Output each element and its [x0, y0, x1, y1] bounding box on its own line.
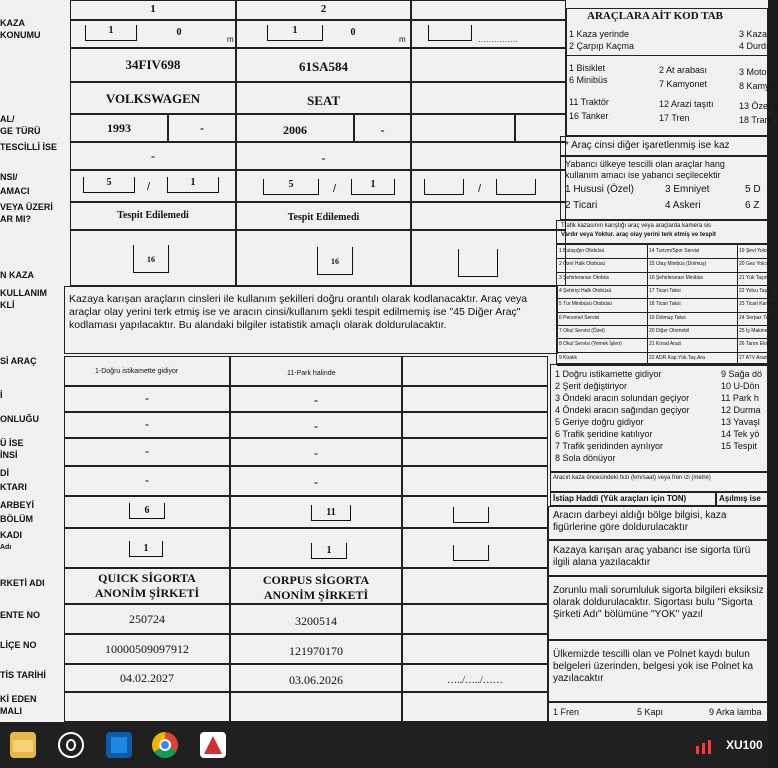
usage-code-item: 22 Yolcu Taşım [739, 288, 773, 294]
col2-number: 2 [320, 3, 327, 15]
usage-code-item: 19 Dolmuş Taksi [649, 314, 686, 321]
codes-camera-note [556, 220, 768, 244]
dash-2-1: - [314, 393, 318, 407]
plate-cell-1 [70, 48, 236, 82]
impact-code-1: 6 [144, 505, 150, 516]
label-insi: İNSİ [0, 450, 18, 460]
insurer-cell-3 [402, 568, 548, 604]
purpose-cell-3 [411, 170, 566, 202]
registered-cell-2 [236, 142, 411, 170]
label-i: İ [0, 390, 3, 400]
agency-cell-1 [64, 604, 230, 634]
usage-codes-grid [556, 244, 778, 364]
dash-cell-3-3 [402, 438, 548, 466]
count-2: 1 [326, 545, 332, 556]
agency-no-1: 250724 [129, 612, 165, 626]
dash-2-2: - [314, 419, 318, 433]
label-kadi: KADI [0, 530, 22, 540]
purpose-code-1: 1 Hususi (Özel) [565, 184, 634, 195]
year-dash-2: - [380, 123, 385, 137]
dash-cell-3-4 [402, 466, 548, 496]
label-veya-uzeri: VEYA ÜZERİ [0, 202, 53, 212]
file-explorer-icon[interactable] [10, 732, 36, 758]
policy-cell-2 [230, 634, 402, 664]
policy-date-3: …../…../…… [447, 675, 503, 686]
insurer-cell-2 [230, 568, 402, 604]
usage-code-item: 9 Kiralık [559, 354, 578, 361]
agency-cell-3 [402, 604, 548, 634]
mv-6: 6 Trafik şeridine katılıyor [555, 429, 653, 439]
dash-cell-1-3 [64, 438, 230, 466]
usage-code-item: 3 Şehirlerarası Otobüs [559, 274, 610, 281]
tray-ticker-text[interactable]: XU100 [726, 738, 763, 752]
usage-code-item: 1 Bulaşığın Otobüsü [559, 248, 605, 254]
codes-header-panel [566, 8, 778, 136]
dash-cell-2-2 [230, 412, 402, 438]
brand-1: VOLKSWAGEN [105, 91, 201, 106]
label-kaza: KAZA [0, 18, 25, 28]
position-unit-1: m [227, 35, 234, 44]
label-ki-eden: Kİ EDEN [0, 694, 37, 704]
codes-note3a: Trafik kazasının karıştığı araç veya araçlarda kamera sis [561, 223, 712, 229]
policy-no-1: 10000509097912 [105, 642, 189, 656]
usage-cell-1 [70, 230, 236, 286]
loc-code-3: 3 Kaza [739, 29, 768, 39]
policy-date-1: 04.02.2027 [120, 671, 174, 685]
mv-1: 1 Doğru istikamette gidiyor [555, 369, 662, 379]
vt-8: 12 Arazi taşıtı [659, 99, 714, 109]
vt-10: 16 Tanker [569, 111, 609, 121]
year-cell-2 [236, 114, 354, 142]
year-dash-cell-3 [515, 114, 566, 142]
label-ktari: KTARI [0, 482, 27, 492]
label-tescilli: TESCİLLİ İSE [0, 142, 58, 152]
position-dots-3: …………… [478, 35, 518, 44]
purpose-1a: 5 [106, 177, 112, 188]
label-mali: MALI [0, 706, 22, 716]
purpose-code-6: 6 Z [745, 200, 760, 211]
usage-cell-2 [236, 230, 411, 286]
label-konumu: KONUMU [0, 30, 41, 40]
impact-box-3 [453, 507, 489, 523]
codes-purpose-panel [560, 156, 768, 220]
usage-code-item: 15 Ulaş Minibüs (Dolmuş) [649, 261, 707, 268]
position-cell-3 [411, 20, 566, 48]
label-adi: Adı [0, 544, 12, 551]
bottom-codes [548, 702, 768, 722]
agency-no-2: 3200514 [295, 614, 337, 628]
col2-header [236, 0, 411, 20]
label-amaci: AMACI [0, 186, 30, 196]
movement-cell-3 [402, 356, 548, 386]
foreign-note [548, 540, 768, 576]
brand-cell-1 [70, 82, 236, 114]
usage-code-item: 18 Ticari Taksi [649, 301, 681, 308]
load-1: Tespit Edilemedi [117, 210, 189, 221]
registered-2: - [321, 151, 326, 165]
label-si-arac: Sİ ARAÇ [0, 356, 37, 366]
impact-note-text: Aracın darbeyi aldığı bölge bilgisi, kaza figürlerine göre doldurulacaktır [553, 510, 727, 533]
policy-cell-1 [64, 634, 230, 664]
registered-cell-3 [411, 142, 566, 170]
purpose-slash-3: / [478, 183, 482, 195]
usage-code-item: 20 Gez Yolcu [739, 261, 769, 268]
speed-note-text: Aracın kaza öncesindeki hızı (km/saat) veya fren izi (metre) [553, 475, 711, 481]
usage-code-item: 22 ADR Kap.Yük.Taş.Ara [649, 354, 705, 361]
insurance-note [548, 576, 768, 640]
bottom-code-1: 1 Fren [553, 707, 580, 717]
polnet-note [548, 640, 768, 702]
chart-tray-icon[interactable] [694, 738, 716, 754]
vt-2: 2 At arabası [659, 65, 708, 75]
dash-cell-3-1 [402, 386, 548, 412]
label-kli: KLİ [0, 300, 15, 310]
purpose-code-5: 5 D [745, 184, 761, 195]
dash-cell-3-2 [402, 412, 548, 438]
usage-code-item: 5 Tur Minibüsü Otobüsü [559, 301, 613, 308]
policy-date-cell-3 [402, 664, 548, 692]
bottom-cell-2 [230, 692, 402, 722]
year-2: 2006 [283, 123, 307, 137]
load-2: Tespit Edilemedi [287, 212, 360, 223]
chrome-icon[interactable] [152, 732, 178, 758]
mv-14: 14 Tek yö [721, 429, 760, 439]
label-ge-turu: GE TÜRÜ [0, 126, 41, 136]
brand-cell-3 [411, 82, 566, 114]
registered-1: - [151, 149, 155, 163]
plate-1: 34FIV698 [125, 57, 181, 72]
label-ente-no: ENTE NO [0, 610, 41, 620]
mv-12: 12 Durma [721, 405, 761, 415]
store-icon[interactable] [106, 732, 132, 758]
loc-code-4: 4 Durdı [739, 41, 769, 51]
mv-4: 4 Öndeki aracın sağından geçiyor [555, 405, 690, 415]
usage-code-item: 20 Diğer Otomobil [649, 328, 690, 334]
label-arbeyi: ARBEYİ [0, 500, 35, 510]
label-tis-tarihi: TİS TARİHİ [0, 670, 46, 680]
vehicle-note-text: Kazaya karışan araçların cinsleri ile kullanım şekilleri doğru orantılı olarak kodlanacaktır. Araç veya araçlar olay yerini terk etmiş ise ve aracın cinsi/kullanım şekli tespit edilmemiş ise "45 Diğer Araç" kodlaması yapılacaktır. Bu alandaki bilgiler istatistik amaçlı olarak doldurulacaktır. [69, 293, 528, 331]
plate-cell-2 [236, 48, 411, 82]
usage-code-item: 21 Kırsal Arazi [649, 341, 682, 348]
dash-cell-2-3 [230, 438, 402, 466]
label-onlugu: ONLUĞU [0, 414, 39, 424]
plate-cell-3 [411, 48, 566, 82]
policy-date-cell-1 [64, 664, 230, 692]
insurer-1-line1: QUICK SİGORTA [98, 571, 196, 585]
purpose-cell-2 [236, 170, 411, 202]
label-bolum: BÖLÜM [0, 514, 33, 524]
insurance-note-text: Zorunlu mali sorumluluk sigorta bilgileri eksiksiz olarak doldurulacaktır. Sigortası bulu "Sigorta Şirketi Adı" bölümüne "YOK" yazıl [553, 585, 764, 620]
label-u-ise: Ü İSE [0, 438, 24, 448]
movement-codes-panel [550, 364, 768, 472]
dash-2-4: - [314, 475, 318, 489]
purpose-code-3: 3 Emniyet [665, 184, 710, 195]
purpose-box-3b [496, 179, 536, 195]
purpose-1b: 1 [190, 177, 196, 188]
mv-13: 13 Yavaşl [721, 417, 760, 427]
purpose-slash-2: / [333, 183, 337, 195]
usage-code-item: 27 ATV Arazi [739, 354, 768, 361]
vt-5: 7 Kamyonet [659, 79, 708, 89]
position-value-2b: 0 [350, 27, 356, 38]
usage-code-item: 7 Okul Servisi (Özel) [559, 328, 605, 334]
vt-4: 6 Minibüs [569, 75, 608, 85]
plate-2: 61SA584 [298, 59, 349, 74]
usage-cell-3 [411, 230, 566, 286]
position-value-2a: 1 [292, 25, 298, 36]
bottom-code-3: 9 Arka lamba [709, 707, 762, 717]
load-cell-2 [236, 202, 411, 230]
load-cell-3 [411, 202, 566, 230]
purpose-code-4: 4 Askeri [665, 200, 701, 211]
dash-1-2: - [145, 417, 149, 431]
usage-code-item: 19 Şevi Yolcu [739, 248, 770, 254]
position-box-3 [428, 25, 472, 41]
brand-cell-2 [236, 82, 411, 114]
codes-note2a: Yabancı ülkeye tescilli olan araçlar hang [565, 159, 725, 169]
purpose-2a: 5 [288, 179, 294, 190]
year-dash-cell-1 [168, 114, 236, 142]
agency-cell-2 [230, 604, 402, 634]
impact-cell-1 [64, 496, 230, 528]
usage-code-item: 17 Ticari Taksi [649, 288, 681, 294]
dash-cell-2-4 [230, 466, 402, 496]
vt-9: 13 Özel a [739, 101, 778, 111]
mv-15: 15 Tespit [721, 441, 757, 451]
position-cell-2 [236, 20, 411, 48]
usage-code-item: 4 Şehiriçi Halk Otobüsü [559, 288, 612, 294]
usage-code-2: 16 [331, 257, 339, 266]
usage-code-item: 24 Sorpaz Taşıt [739, 314, 774, 321]
impact-cell-3 [402, 496, 548, 528]
year-cell-1 [70, 114, 168, 142]
mv-10: 10 U-Dön [721, 381, 760, 391]
mv-9: 9 Sağa dö [721, 369, 763, 379]
whatsapp-icon[interactable] [58, 732, 84, 758]
position-cell-1 [70, 20, 236, 48]
dash-cell-1-1 [64, 386, 230, 412]
usage-code-item: 16 Şehirlerarası Minibüs [649, 274, 703, 281]
vt-1: 1 Bisiklet [569, 63, 606, 73]
overload [716, 492, 768, 506]
col1-number: 1 [150, 3, 156, 15]
mv-8: 8 Sola dönüyor [555, 453, 616, 463]
polnet-note-text: Ülkemizde tescilli olan ve Polnet kaydı bulun belgeleri üzerinden, belgesi yok ise Polnet ka yazılacaktır [553, 649, 754, 684]
purpose-box-3a [424, 179, 464, 195]
usage-code-item: 23 Ticari Kamyon [739, 301, 778, 308]
movement-cell-1 [64, 356, 230, 386]
policy-no-2: 121970170 [289, 644, 343, 658]
dash-cell-1-4 [64, 466, 230, 496]
movement-cell-2 [230, 356, 402, 386]
codes-note2b: kullanım amacı ise yabancı seçilecektir [565, 170, 721, 180]
note-cell [64, 286, 558, 354]
policy-date-2: 03.06.2026 [289, 673, 343, 687]
insurer-2-line2: ANONİM ŞİRKETİ [263, 588, 369, 602]
mv-3: 3 Öndeki aracın solundan geçiyor [555, 393, 690, 403]
purpose-code-2: 2 Ticari [565, 200, 598, 211]
count-box-3 [453, 545, 489, 561]
label-nsi: NSI/ [0, 172, 18, 182]
movement-1: 1-Doğru istikamette gidiyor [95, 368, 179, 375]
vt-3: 3 Motor [739, 67, 770, 77]
codes-note1 [560, 136, 768, 156]
usage-box-3 [458, 249, 498, 277]
vt-6: 8 Kamyo [739, 81, 775, 91]
mv-2: 2 Şerit değiştiriyor [555, 381, 628, 391]
policy-date-cell-2 [230, 664, 402, 692]
label-al: AL/ [0, 114, 15, 124]
bottom-cell-1 [64, 692, 230, 722]
usage-code-item: 6 Personel Servisi [559, 314, 600, 321]
position-value-1a: 1 [108, 25, 114, 36]
codes-title: ARAÇLARA AİT KOD TAB [587, 10, 724, 22]
col1-header [70, 0, 236, 20]
mv-5: 5 Geriye doğru gidiyor [555, 417, 644, 427]
brand-2: SEAT [307, 93, 340, 108]
year-cell-3 [411, 114, 515, 142]
speed-note [550, 472, 768, 492]
loc-code-1: 1 Kaza yerinde [569, 29, 630, 39]
usage-code-item: 2 Özel Halk Otobüsü [559, 261, 606, 268]
label-rketi-adi: RKETİ ADI [0, 578, 45, 588]
count-1: 1 [143, 543, 149, 554]
dash-1-1: - [145, 391, 149, 405]
vt-12: 18 Tram [739, 115, 773, 125]
load-cell-1 [70, 202, 236, 230]
loc-code-2: 2 Çarpıp Kaçma [569, 41, 635, 51]
insurer-1-line2: ANONİM ŞİRKETİ [94, 586, 200, 600]
usage-code-item: 26 Tarım Ekip [739, 341, 770, 348]
usage-code-item: 8 Okul Servisi (Yemek İşleri) [559, 341, 622, 348]
purpose-slash-1: / [147, 181, 151, 193]
codes-note1-text: * Araç cinsi diğer işaretlenmiş ise kaz [565, 140, 730, 151]
registered-cell-1 [70, 142, 236, 170]
count-cell-3 [402, 528, 548, 568]
usage-code-1: 16 [147, 255, 155, 264]
count-cell-1 [64, 528, 230, 568]
usage-code-item: 21 Yük Taşım [739, 274, 770, 281]
year-dash-1: - [200, 121, 204, 135]
insurer-cell-1 [64, 568, 230, 604]
position-unit-2: m [399, 35, 406, 44]
usage-code-item: 25 İş Makine [739, 328, 768, 334]
bottom-code-2: 5 Kapı [637, 707, 664, 717]
usage-code-item: 14 Turizm/Spor Servisi [649, 248, 700, 254]
dash-2-3: - [314, 446, 318, 460]
movement-2: 11-Park halinde [287, 370, 336, 377]
codes-note3b: Vardır veya Yoktur. araç olay yerini terk etmiş ve tespit [561, 232, 716, 238]
year-1: 1993 [107, 121, 131, 135]
dash-cell-1-2 [64, 412, 230, 438]
label-lice-no: LİÇE NO [0, 640, 37, 650]
load-limit-text: İstiap Haddi (Yük araçları için TON) [553, 494, 687, 503]
mv-11: 11 Park h [721, 393, 759, 403]
impact-code-2: 11 [326, 507, 336, 518]
label-n-kaza: N KAZA [0, 270, 34, 280]
insurer-2-line1: CORPUS SİGORTA [262, 573, 370, 587]
mv-7: 7 Trafik şeridinden ayrılıyor [555, 441, 664, 451]
impact-note [548, 506, 768, 540]
dash-1-3: - [145, 444, 149, 458]
impact-cell-2 [230, 496, 402, 528]
position-value-1b: 0 [176, 27, 182, 38]
load-limit [550, 492, 716, 506]
label-ar-mi: AR MI? [0, 214, 31, 224]
vt-7: 11 Traktör [569, 97, 609, 107]
year-dash-cell-2 [354, 114, 411, 142]
dash-cell-2-1 [230, 386, 402, 412]
vt-11: 17 Tren [659, 113, 690, 123]
overload-text: Aşılmış ise [719, 494, 761, 503]
col3-header [411, 0, 566, 20]
count-cell-2 [230, 528, 402, 568]
foreign-note-text: Kazaya karışan araç yabancı ise sigorta türü ilgili alana yazılacaktır [553, 545, 751, 568]
purpose-cell-1 [70, 170, 236, 202]
bottom-cell-3 [402, 692, 548, 722]
taskbar [0, 722, 768, 768]
label-kullanim: KULLANIM [0, 288, 47, 298]
purpose-2b: 1 [370, 179, 376, 190]
label-di: Dİ [0, 468, 9, 478]
pdf-reader-icon[interactable] [200, 732, 226, 758]
dash-1-4: - [145, 473, 149, 487]
policy-cell-3 [402, 634, 548, 664]
